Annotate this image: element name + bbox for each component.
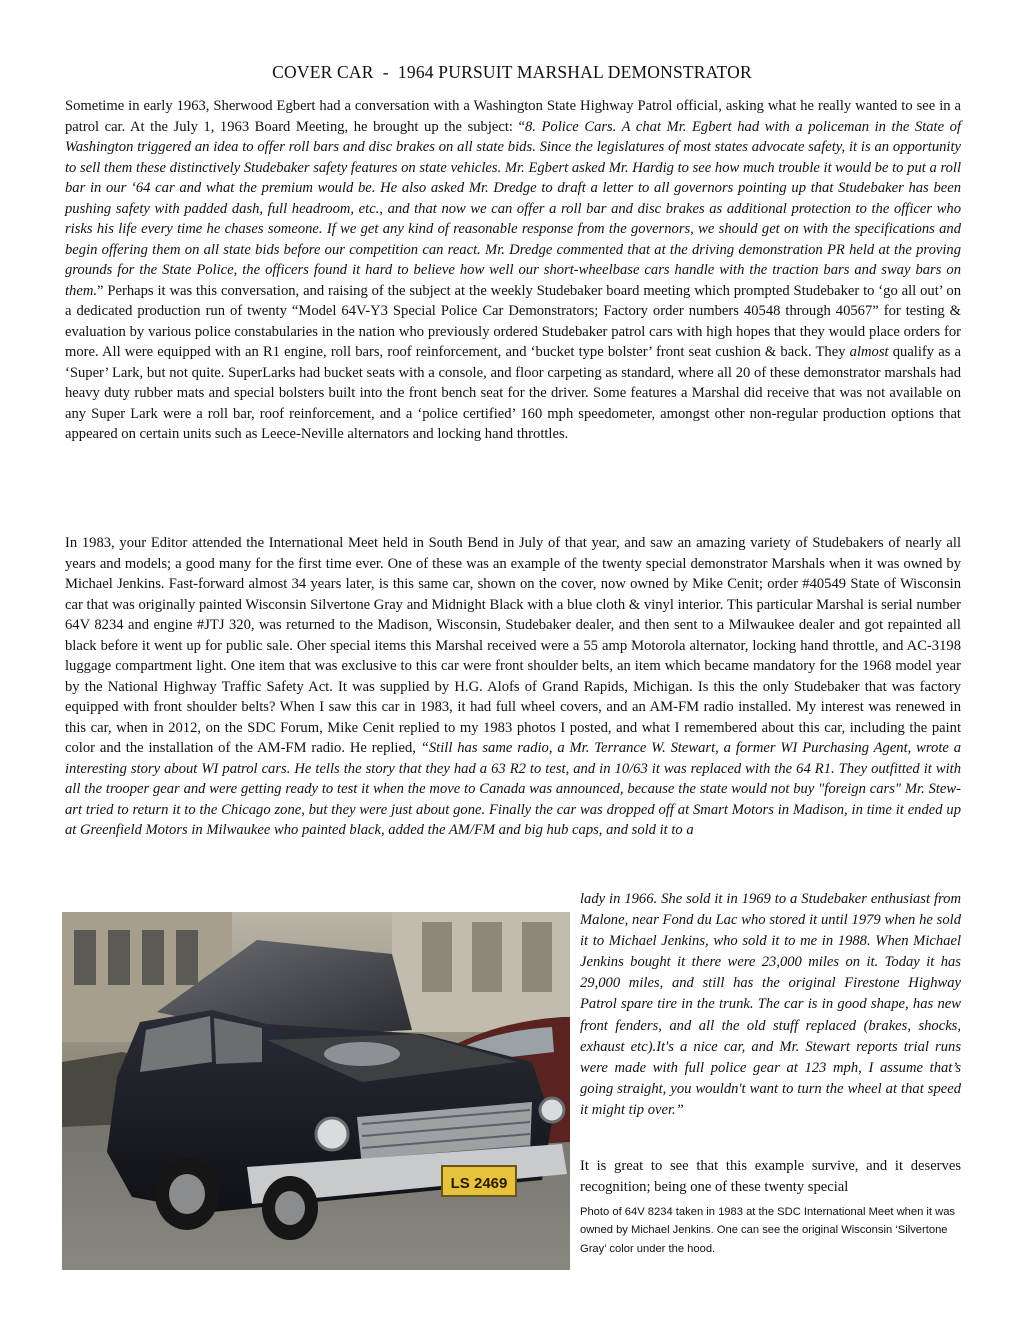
para1-text-b: ” Perhaps it was this conversation, and raising of the subject at the weekly Studebaker board meeting which prompted Studebaker to ‘go all out’ on a dedicated production run of twenty “Model 64V-Y3 Special Police Car Demonstrators; Factory order numbers 40548 through 40567” for testing & evaluation by various police constabularies in the nation who previously ordered Studebaker patrol cars with high hopes that they would place orders for more. All were equipped with an R1 engine, roll bars, roof reinforcement, and ‘bucket type bolster’ front seat cushion & back. They — [65, 282, 961, 360]
sidebar-closing-paragraph — [580, 1156, 961, 1198]
side-closing-text: It is great to see that this example survive, and it deserves recognition; being one of these twenty special — [580, 1158, 961, 1196]
para1-text-a: Sometime in early 1963, Sherwood Egbert had a conversation with a Washington State Highway Patrol official, asking what he really wanted to see in a patrol car. At the July 1, 1963 Board Meeting, he brought up the subject: “ — [65, 98, 961, 135]
para2-text-a: In 1983, your Editor attended the International Meet held in South Bend in July of that year, and saw an amazing variety of Studebakers of nearly all years and models; a good many for the first time ever. One of these was an example of the twenty special demonstrator Marshals when it was owned by Michael Jenkins. Fast-forward almost 34 years later, is this same car, shown on the cover, now owned by Mike Cenit; order #40549 State of Wisconsin car that was originally painted Wisconsin Silvertone Gray and Midnight Black with a blue cloth & vinyl interior. This particular Marshal is serial number 64V 8234 and engine #JTJ 320, was returned to the Madison, Wisconsin, Studebaker dealer, and then sent to a Milwaukee dealer and got repainted all black before it went up for public sale. Oher special items this Marshal received were a 55 amp Motorola alternator, locking hand throttle, and AC-3198 luggage compartment light. One item that was exclusive to this car were front shoulder belts, an item which became mandatory for the 1968 model year by the National Highway Traffic Safety Act. It was supplied by H.G. Alofs of Grand Rapids, Michigan. Is this the only Studebaker that was factory equipped with front shoulder belts? When I saw this car in 1983, it had full wheel covers, and an AM-FM radio installed. My interest was renewed in this car, when in 2012, on the SDC Forum, Mike Cenit replied to my 1983 photos I posted, and what I remembered about this car, including the paint color and the installation of the AM-FM radio. He replied, — [65, 535, 961, 756]
sidebar-quote-continuation — [580, 889, 961, 1121]
photo-caption: Photo of 64V 8234 taken in 1983 at the SDC International Meet when it was owned by Michael Jenkins. One can see the original Wisconsin ‘Silvertone Gray’ color under the hood. — [580, 1206, 956, 1255]
para1-emphasis-almost: almost — [849, 344, 889, 360]
para1-text-c: qualify as a ‘Super’ Lark, but not quite. SuperLarks had bucket seats with a console, and floor carpeting as standard, where all 20 of these demonstrator marshals had heavy duty rubber mats and special bolsters built into the front bench seat for the driver. Some features a Marshal did receive that was not available on any Super Lark were a roll bar, roof reinforcement, and a ‘police certified’ 160 mph speedometer, amongst other non-regular production options that appeared on certain units such as Leece-Neville alternators and locking hand throttles. — [65, 344, 961, 442]
para2-quote-italic: “Still has same radio, a Mr. Terrance W. Stewart, a former WI Purchasing Agent, wrote a interesting story about WI patrol cars. He tells the story that they had a 63 R2 to test, and in 10/63 it was replaced with the 64 R1. They outfitted it with all the trooper gear and were getting ready to test it when the move to Canada was announced, because the state would not buy "foreign cars" Mr. Stewart tried to return it to the Chicago zone, but they were just about gone. Finally the car was dropped off at Smart Motors in Madison, in time it ended up at Greenfield Motors in Milwaukee who painted black, added the AM/FM and big hub caps, and sold it to a — [65, 740, 962, 838]
license-plate-text: LS 2469 — [450, 1175, 508, 1192]
page-title: COVER CAR - 1964 PURSUIT MARSHAL DEMONSTRATOR — [272, 62, 752, 82]
para1-quote-italic: 8. Police Cars. A chat Mr. Egbert had with a policeman in the State of Washington triggered an idea to offer roll bars and disc brakes on all state bids. Since the legislatures of most states advocate safety, it is an opportunity to sell them these distinctively Studebaker safety features on state vehicles. Mr. Egbert asked Mr. Hardig to see how much trouble it would be to put a roll bar in our ‘64 car and what the premium would be. He also asked Mr. Dredge to draft a letter to all governors pointing up that Studebaker has been pushing safety with padded dash, full headroom, etc., and that now we can offer a roll bar and disc brakes as additional protection to the officer who risks his life every time he chases someone. If we get any kind of reasonable response from the governors, we should get on with the specifications and begin offering them on all state bids before our competition can react. Mr. Dredge commented that at the driving demonstration PR held at the proving grounds for the State Police, the officers found it hard to believe how well our short-wheelbase cars handle with the traction bars and sway bars on them. — [65, 118, 961, 299]
body-paragraph-1 — [65, 96, 961, 445]
car-photo — [62, 912, 570, 1270]
side-italic-text: lady in 1966. She sold it in 1969 to a Studebaker enthusiast from Malone, near Fond du Lac who stored it until 1979 when he sold it to Michael Jenkins, who sold it to me in 1988. When Michael Jenkins bought it there were 23,000 miles on it. Today it has 29,000 miles, and still has the original Firestone Highway Patrol spare tire in the trunk. The car is in good shape, has new front fenders, and all the old stuff replaced (brakes, shocks, exhaust etc).It's a nice car, and Mr. Stewart reports trial runs were made with full police gear at 123 mph, I assume that’s going straight, you wouldn't want to turn the wheel at that speed it might tip over.” — [580, 891, 961, 1118]
body-paragraph-2 — [65, 533, 961, 841]
